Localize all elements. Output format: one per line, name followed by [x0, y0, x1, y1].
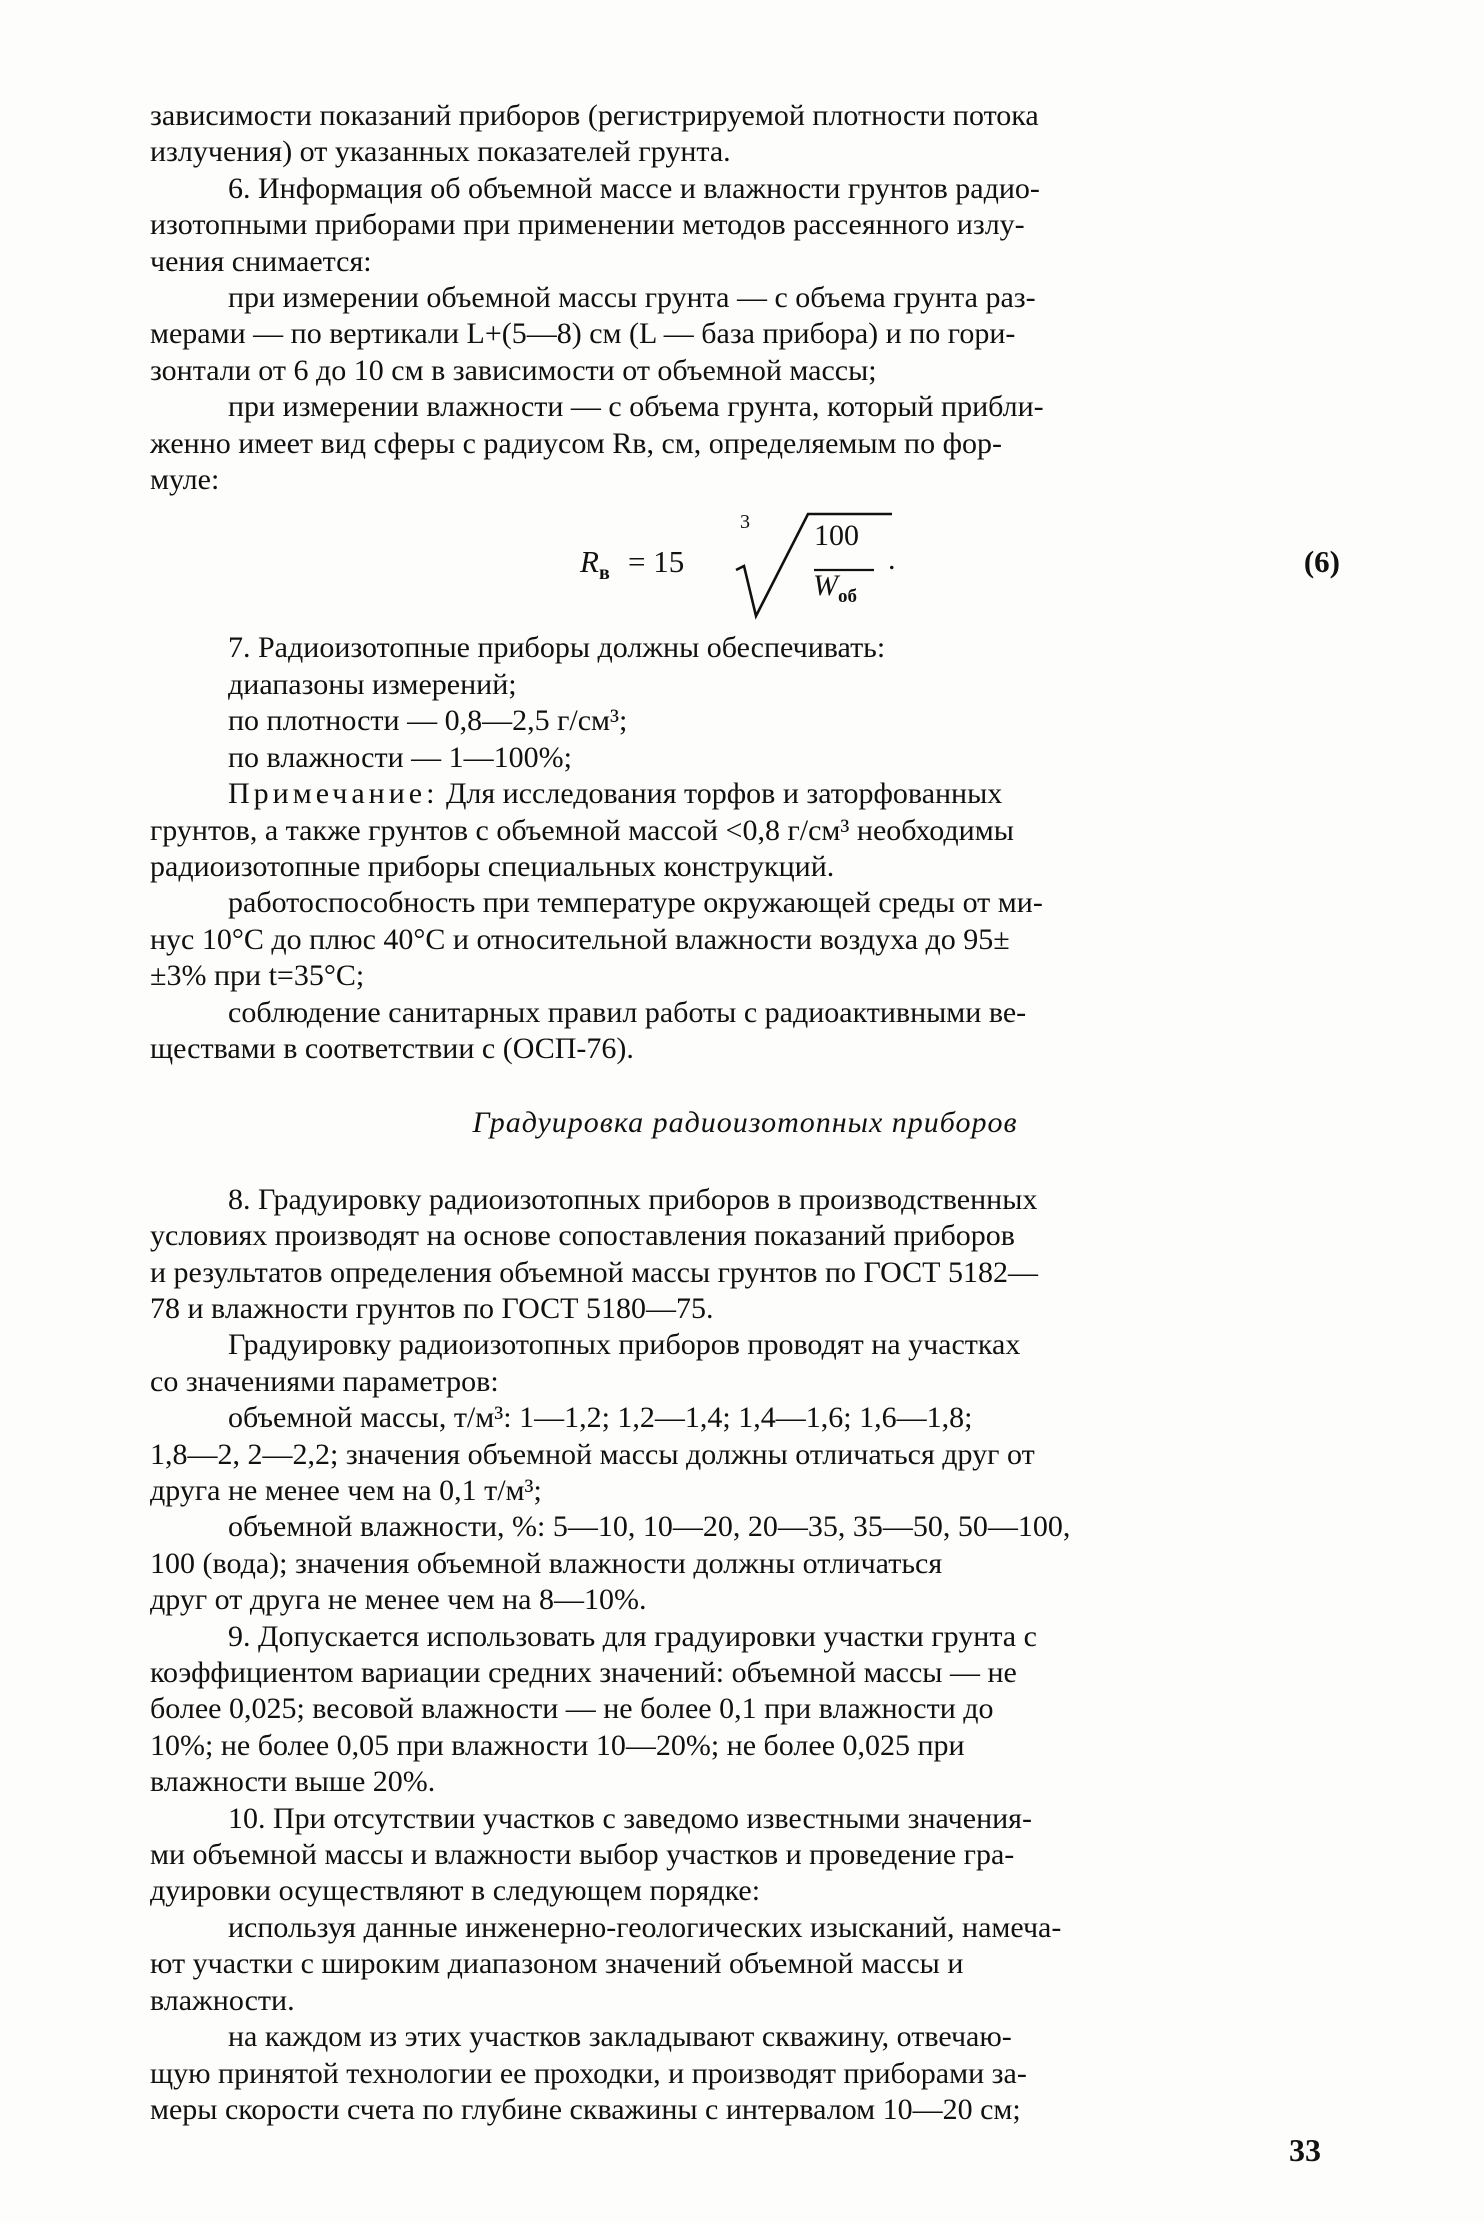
paragraph-10-survey: [150, 1910, 1340, 2019]
paragraph-6: [150, 171, 1340, 280]
paragraph-7-sanitary: [150, 995, 1340, 1068]
text-line: мерами — по вертикали L+(5—8) см (L — база прибора) и по гори-: [150, 317, 1016, 351]
text-line: 100 (вода); значения объемной влажности должны отличаться: [150, 1546, 943, 1580]
document-page: [150, 98, 1340, 2128]
note-label: Примечание:: [228, 777, 439, 811]
text-line: изотопными приборами при применении методов рассеянного излу-: [150, 208, 1025, 242]
text-line: и результатов определения объемной массы грунтов по ГОСТ 5182—: [150, 1255, 1038, 1289]
text-line: ±3% при t=35°С;: [150, 959, 365, 993]
text-line: муле:: [150, 463, 220, 497]
text-line: 9. Допускается использовать для градуировки участки грунта с: [228, 1619, 1037, 1653]
section-heading: Градуировка радиоизотопных приборов: [472, 1106, 1018, 1140]
text-line: друг от друга не менее чем на 8—10%.: [150, 1583, 647, 1617]
formula-number: (6): [1303, 544, 1340, 580]
text-line: на каждом из этих участков закладывают скважину, отвечаю-: [228, 2020, 1012, 2054]
text-line: 7. Радиоизотопные приборы должны обеспечивать:: [228, 631, 886, 665]
text-line: 78 и влажности грунтов по ГОСТ 5180—75.: [150, 1291, 714, 1325]
text-line: грунтов, а также грунтов с объемной массой <0,8 г/см³ необходимы: [150, 813, 1014, 847]
text-line: коэффициентом вариации средних значений: объемной массы — не: [150, 1656, 1017, 1690]
formula-denominator: $W_{об}$: [813, 569, 857, 608]
text-line: по плотности — 0,8—2,5 г/см³;: [228, 704, 628, 738]
formula-numerator: 100: [814, 519, 859, 553]
text-line: объемной массы, т/м³: 1—1,2; 1,2—1,4; 1,4—1,6; 1,6—1,8;: [228, 1401, 973, 1435]
paragraph-7-ranges: [150, 667, 1340, 776]
text-line: соблюдение санитарных правил работы с радиоактивными ве-: [228, 995, 1027, 1029]
text-line: более 0,025; весовой влажности — не более 0,1 при влажности до: [150, 1692, 994, 1726]
text-line: дуировки осуществляют в следующем порядке:: [150, 1874, 761, 1908]
paragraph-continuation: [150, 98, 1340, 171]
text-line: при измерении объемной массы грунта — с объема грунта раз-: [228, 281, 1036, 315]
text-line: по влажности — 1—100%;: [228, 740, 572, 774]
text-line: радиоизотопные приборы специальных конструкций.: [150, 849, 835, 883]
paragraph-10-boreholes: [150, 2019, 1340, 2128]
text-line: при измерении влажности — с объема грунта, который прибли-: [228, 390, 1044, 424]
paragraph-10: [150, 1801, 1340, 1910]
paragraph-7: [150, 630, 1340, 666]
paragraph-8-moisture: [150, 1509, 1340, 1618]
text-line: со значениями параметров:: [150, 1364, 499, 1398]
text-line: работоспособность при температуре окружающей среды от ми-: [228, 886, 1043, 920]
text-line: влажности выше 20%.: [150, 1765, 436, 1799]
text-line: Для исследования торфов и заторфованных: [438, 777, 1003, 811]
paragraph-8: [150, 1182, 1340, 1328]
text-line: зонтали от 6 до 10 см в зависимости от объемной массы;: [150, 353, 877, 387]
text-line: излучения) от указанных показателей грунта.: [150, 135, 731, 169]
text-line: Градуировку радиоизотопных приборов проводят на участках: [228, 1328, 1021, 1362]
text-line: 10. При отсутствии участков с заведомо известными значения-: [228, 1801, 1032, 1835]
text-line: женно имеет вид сферы с радиусом Rв, см, определяемым по фор-: [150, 426, 1003, 460]
paragraph-8-mass: [150, 1400, 1340, 1509]
text-line: используя данные инженерно-геологических изысканий, намеча-: [228, 1910, 1062, 1944]
note: [150, 776, 1340, 885]
text-line: 1,8—2, 2—2,2; значения объемной массы должны отличаться друг от: [150, 1437, 1035, 1471]
formula-root-index: 3: [740, 511, 750, 534]
text-line: влажности.: [150, 1983, 295, 2017]
text-line: 10%; не более 0,05 при влажности 10—20%; не более 0,025 при: [150, 1728, 965, 1762]
text-line: ществами в соответствии с (ОСП-76).: [150, 1031, 634, 1065]
text-line: зависимости показаний приборов (регистрируемой плотности потока: [150, 99, 1039, 132]
paragraph-8-sites: [150, 1327, 1340, 1400]
page-number: 33: [1289, 2132, 1321, 2168]
formula-equals: = 15: [628, 544, 685, 580]
text-line: чения снимается:: [150, 244, 372, 278]
text-line: меры скорости счета по глубине скважины с интервалом 10—20 см;: [150, 2092, 1021, 2126]
paragraph-7-operability: [150, 885, 1340, 994]
formula-lhs: $R_в$: [580, 544, 610, 585]
text-line: объемной влажности, %: 5—10, 10—20, 20—35, 35—50, 50—100,: [228, 1510, 1071, 1544]
text-line: друга не менее чем на 0,1 т/м³;: [150, 1474, 542, 1507]
paragraph-9: [150, 1619, 1340, 1801]
text-line: условиях производят на основе сопоставления показаний приборов: [150, 1219, 1015, 1253]
formula-trailing-dot: .: [888, 543, 896, 577]
formula-6: [150, 504, 1340, 626]
paragraph-6-density: [150, 280, 1340, 389]
paragraph-6-moisture: [150, 389, 1340, 498]
text-line: 6. Информация об объемной массе и влажности грунтов радио-: [228, 171, 1040, 205]
text-line: диапазоны измерений;: [228, 667, 517, 701]
text-line: ми объемной массы и влажности выбор участков и проведение гра-: [150, 1838, 1015, 1872]
text-line: нус 10°С до плюс 40°С и относительной влажности воздуха до 95±: [150, 922, 1010, 956]
text-line: 8. Градуировку радиоизотопных приборов в производственных: [228, 1182, 1038, 1216]
text-line: щую принятой технологии ее проходки, и производят приборами за-: [150, 2056, 1027, 2090]
text-line: ют участки с широким диапазоном значений объемной массы и: [150, 1947, 964, 1981]
